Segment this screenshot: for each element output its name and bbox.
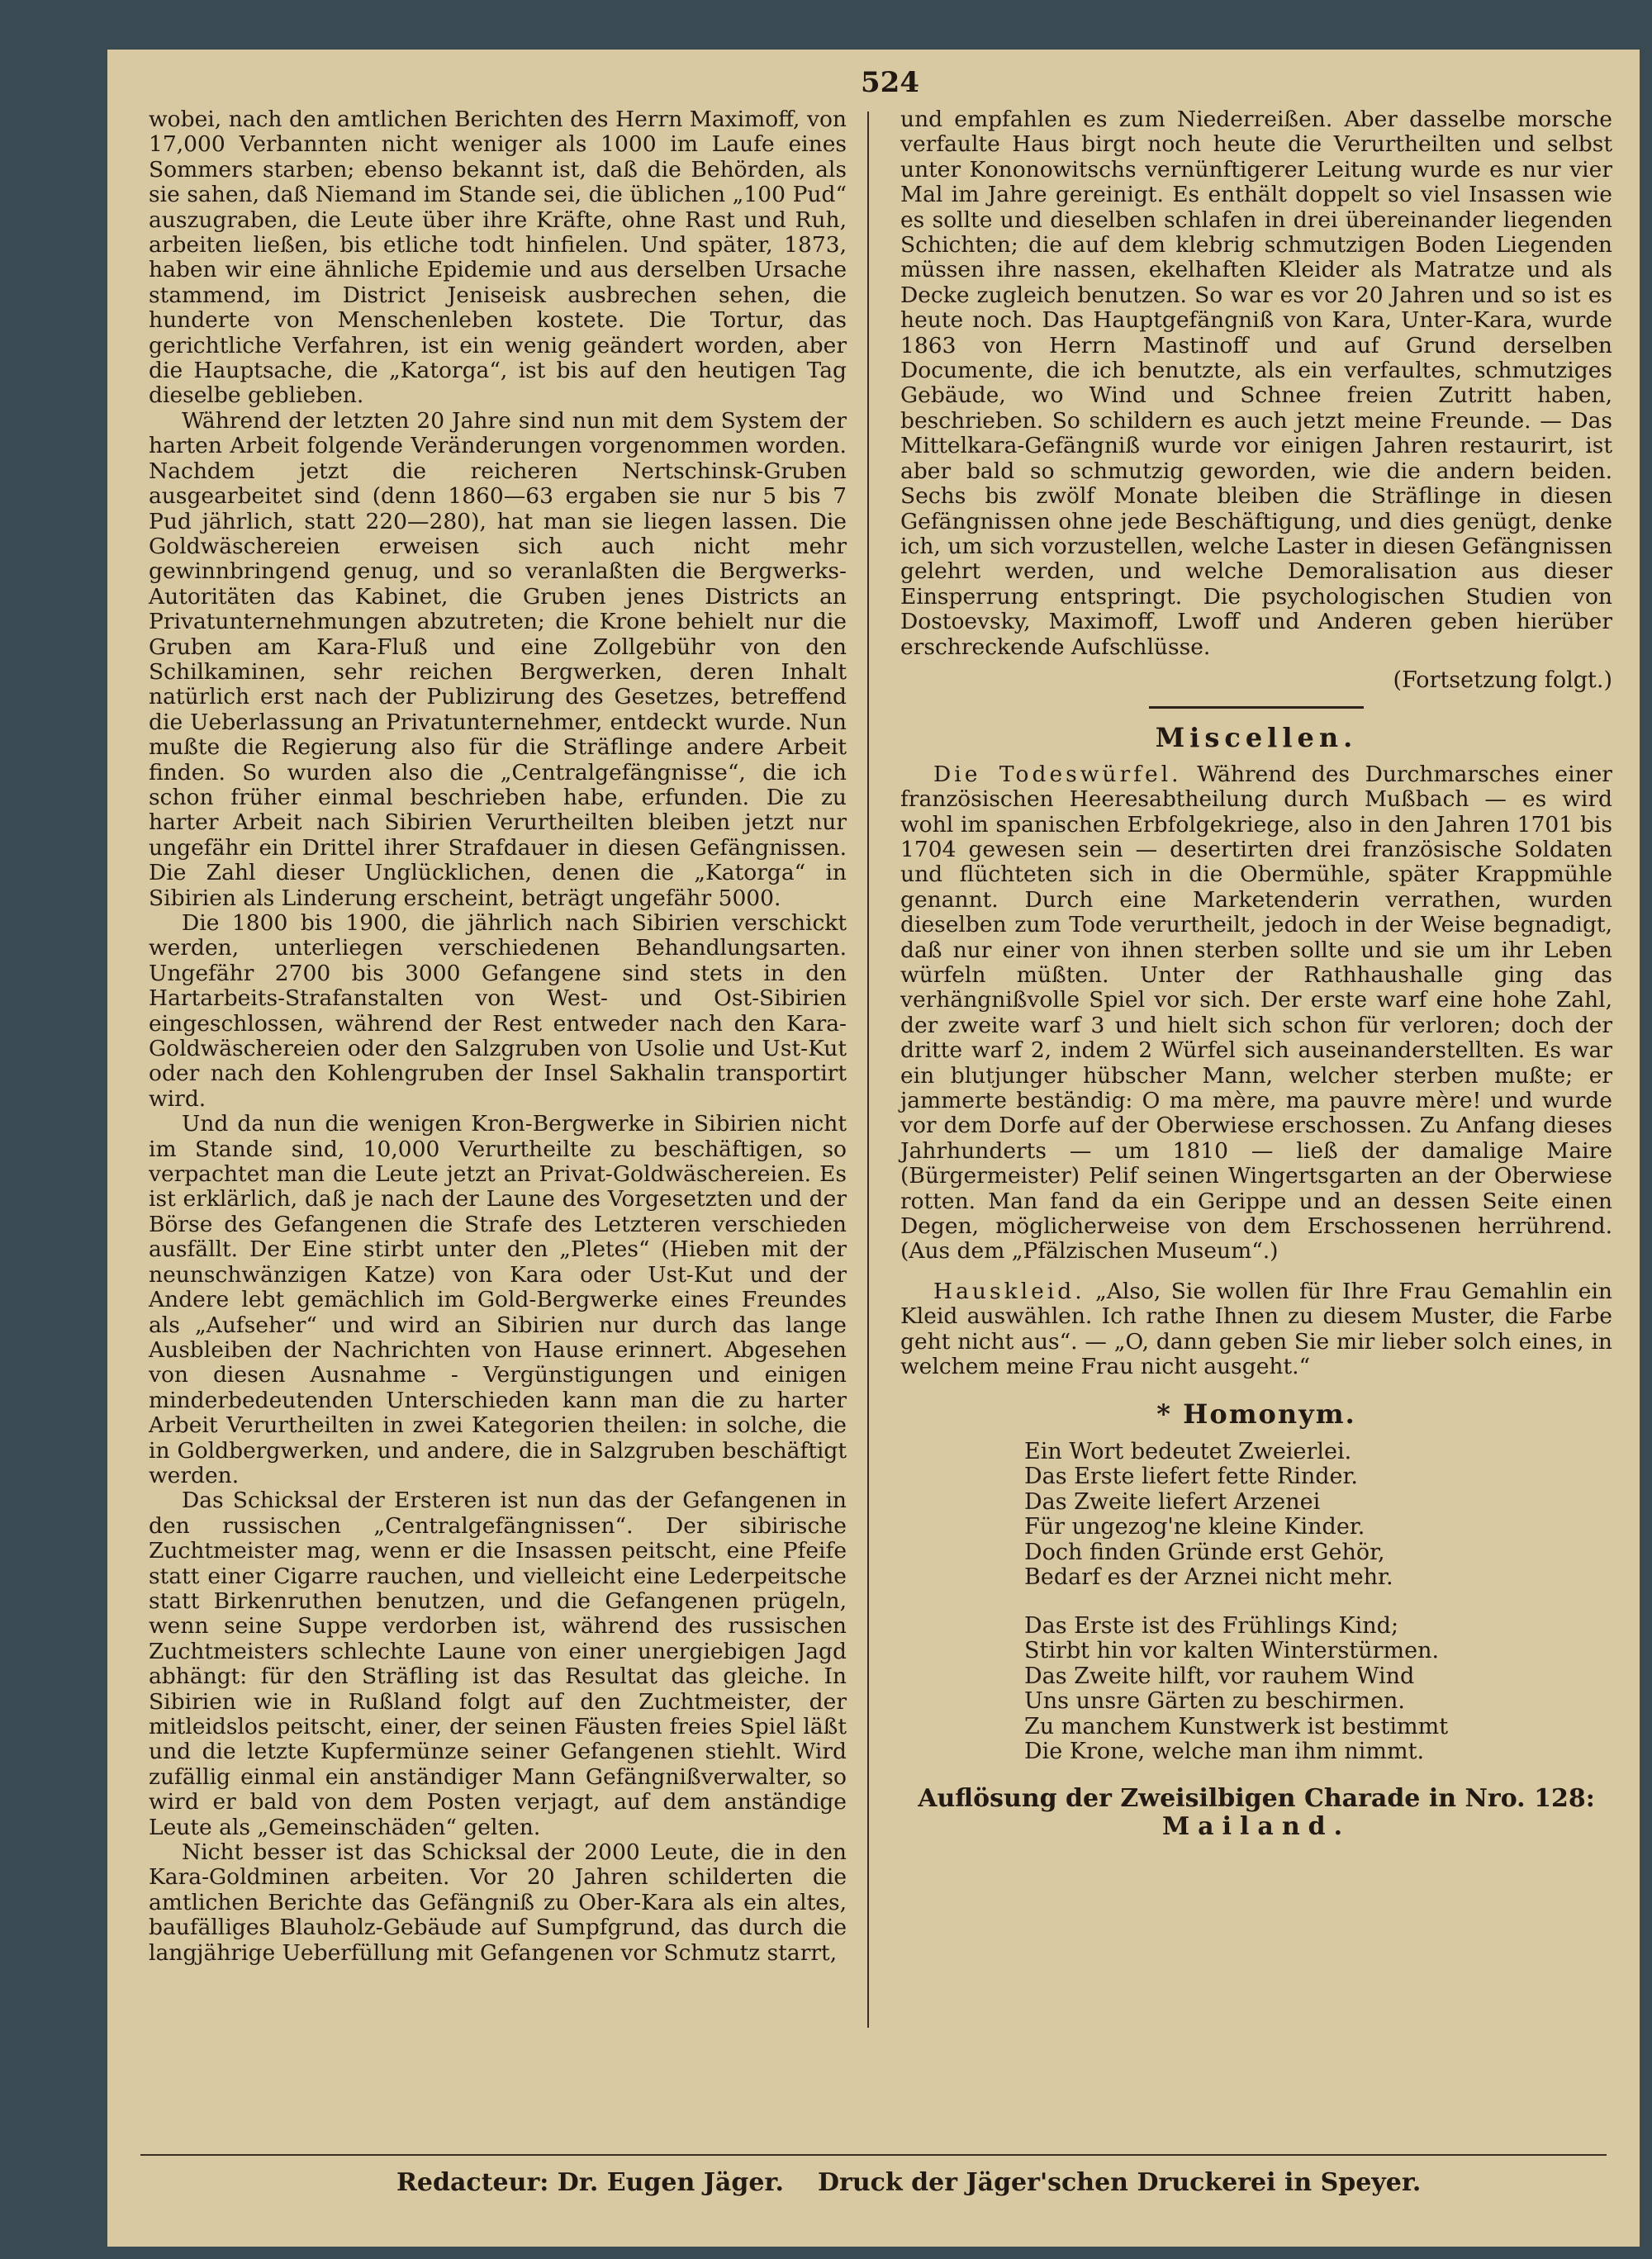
editor-line: Redacteur: Dr. Eugen Jäger. [396,2168,784,2197]
story-hauskleid [900,1279,1612,1380]
poem-title: * Homonym. [1156,1398,1356,1430]
paragraph: Nicht besser ist das Schicksal der 2000 Leute, die in den Kara-Goldminen arbeiten. Vor 20 Jahren schilderten die amtlichen Berichte das Gefängniß zu Ober-Kara als ein altes, baufälliges Blauholz-Gebäude auf Sumpfgrund, das durch die langjährige Ueberfüllung mit Gefangenen vor Schmutz starrt, [149,1839,847,1966]
solution-answer: Mailand. [1161,1811,1351,1841]
poem-line: Bedarf es der Arznei nicht mehr. [1024,1564,1393,1591]
left-column [149,107,847,2081]
column-divider [867,112,869,2028]
printer-line: Druck der Jäger'schen Druckerei in Speyer. [818,2168,1422,2197]
solution-title: Auflösung der Zweisilbigen Charade in Nro. 128: [918,1783,1595,1813]
charade-solution [900,1785,1612,1841]
footer-rule [140,2154,1607,2156]
story-title: Die Todeswürfel. [933,761,1182,787]
right-column [900,107,1612,2081]
poem-line: Doch finden Gründe erst Gehör, [1024,1539,1385,1565]
poem-line: Das Zweite liefert Arzenei [1024,1488,1321,1515]
paragraph: Und da nun die wenigen Kron-Bergwerke in Sibirien nicht im Stande sind, 10,000 Verurtheilte zu beschäftigen, so verpachtet man die Leute jetzt an Privat-Goldwäschereien. Es ist erklärlich, daß je nach der Laune des Vorgesetzten und der Börse des Gefangenen die Strafe des Letzteren verschieden ausfällt. Der Eine stirbt unter den „Pletes“ (Hieben mit der neunschwänzigen Katze) von Kara oder Ust-Kut und der Andere lebt gemächlich im Gold-Bergwerke eines Freundes als „Aufseher“ und wird an Sibirien nur durch das lange Ausbleiben der Nachrichten von Hause erinnert. Abgesehen von diesen Ausnahme - Vergünstigungen und einigen minderbedeutenden Unterschieden kann man die zu harter Arbeit Verurtheilten in zwei Kategorien theilen: in solche, die in Goldbergwerken, und andere, die in Salzgruben beschäftigt werden. [149,1111,847,1488]
poem-line: Die Krone, welche man ihm nimmt. [1024,1739,1425,1765]
poem-line: Für ungezog'ne kleine Kinder. [1024,1514,1365,1540]
paragraph: Das Schicksal der Ersteren ist nun das der Gefangenen in den russischen „Centralgefängnissen“. Der sibirische Zuchtmeister mag, wenn er die Insassen peitscht, eine Pfeife statt einer Cigarre rauchen, und vielleicht eine Lederpeitsche statt Birkenruthen benutzen, und die Gefangenen prügeln, wenn seine Suppe verdorben ist, während des russischen Zuchtmeisters schlechte Laune von einer unergiebigen Jagd abhängt: für den Sträfling ist das Resultat das gleiche. In Sibirien wie in Rußland folgt auf den Zuchtmeister, der mitleidslos peitscht, einer, der seinen Fäusten freies Spiel läßt und die letzte Kupfermünze seiner Gefangenen stiehlt. Wird zufällig einmal ein anständiger Mann Gefängnißverwalter, so wird er bald von dem Posten verjagt, auf dem anständige Leute als „Gemeinschäden“ gelten. [149,1488,847,1840]
story-text: Während des Durchmarsches einer französischen Heeresabtheilung durch Mußbach — es wird wohl im spanischen Erbfolgekriege, also in den Jahren 1701 bis 1704 gewesen sein — desertirten drei französische Soldaten und flüchteten sich in die Obermühle, später Krappmühle genannt. Durch eine Marketenderin verrathen, wurden dieselben zum Tode verurtheilt, jedoch in der Weise begnadigt, daß nur einer von ihnen sterben sollte und sie um ihr Leben würfeln müßten. Unter der Rathhaushalle ging das verhängnißvolle Spiel vor sich. Der erste warf eine hohe Zahl, der zweite warf 3 und hielt sich schon für verloren; doch der dritte warf 2, indem 2 Würfel sich auseinanderstellten. Es war ein blutjunger hübscher Mann, welcher sterben mußte; er jammerte beständig: O ma mère, ma pauvre mère! und wurde vor dem Dorfe auf der Oberwiese erschossen. Zu Anfang dieses Jahrhunderts — um 1810 — ließ der damalige Maire (Bürgermeister) Pelif seinen Wingertsgarten an der Oberwiese rotten. Man fand da ein Gerippe und an dessen Seite einen Degen, möglicherweise von dem Erschossenen herrührend. (Aus dem „Pfälzischen Museum“.) [900,761,1612,1265]
story-todeswuerfel [900,762,1612,1265]
poem-line: Das Erste ist des Frühlings Kind; [1024,1612,1399,1639]
paragraph: und empfahlen es zum Niederreißen. Aber dasselbe morsche verfaulte Haus birgt noch heute die Verurtheilten und selbst unter Kononowitschs vernünftigerer Leitung wurde es nur vier Mal im Jahre gereinigt. Es enthält doppelt so viel Insassen wie es sollte und dieselben schlafen in drei übereinander liegenden Schichten; die auf dem klebrig schmutzigen Boden Liegenden müssen ihre nassen, ekelhaften Kleider als Matratze und als Decke zugleich benutzen. So war es vor 20 Jahren und so ist es heute noch. Das Hauptgefängniß von Kara, Unter-Kara, wurde 1863 von Herrn Mastinoff und auf Grund derselben Documente, die ich benutzte, als ein verfaultes, schmutziges Gebäude, wo Wind und Schnee freien Zutritt haben, beschrieben. So schildern es auch jetzt meine Freunde. — Das Mittelkara-Gefängniß wurde vor einigen Jahren restaurirt, ist aber bald so schmutzig geworden, wie die andern beiden. Sechs bis zwölf Monate bleiben die Sträflinge in diesen Gefängnissen ohne jede Beschäftigung, und dies genügt, denke ich, um sich vorzustellen, welche Laster in diesen Gefängnissen gelehrt werden, und welche Demoralisation aus dieser Einsperrung entspringt. Die psychologischen Studien von Dostoevsky, Maximoff, Lwoff und Anderen geben hierüber erschreckende Aufschlüsse. [900,107,1612,660]
story-text: „Also, Sie wollen für Ihre Frau Gemahlin ein Kleid auswählen. Ich rathe Ihnen zu diesem Muster, die Farbe geht nicht aus“. — „O, dann geben Sie mir lieber solch eines, in welchem meine Frau nicht ausgeht.“ [900,1278,1612,1380]
page-number: 524 [861,66,919,99]
poem-line: Uns unsre Gärten zu beschirmen. [1024,1688,1405,1715]
paragraph: Die 1800 bis 1900, die jährlich nach Sibirien verschickt werden, unterliegen verschiedenen Behandlungsarten. Ungefähr 2700 bis 3000 Gefangene sind stets in den Hartarbeits-Strafanstalten von West- und Ost-Sibirien eingeschlossen, während der Rest entweder nach den Kara-Goldwäschereien oder den Salzgruben von Usolie und Ust-Kut oder nach den Kohlengruben der Insel Sakhalin transportirt wird. [149,910,847,1112]
poem-line: Das Erste liefert fette Rinder. [1024,1464,1358,1490]
section-rule [1149,706,1364,709]
poem-line: Ein Wort bedeutet Zweierlei. [1024,1438,1352,1464]
paragraph: wobei, nach den amtlichen Berichten des Herrn Maximoff, von 17,000 Verbannten nicht weniger als 1000 im Laufe eines Sommers starben; ebenso bekannt ist, daß die Behörden, als sie sahen, daß Niemand im Stande sei, die üblichen „100 Pud“ auszugraben, die Leute über ihre Kräfte, ohne Rast und Ruh, arbeiten ließen, bis etliche todt hinfielen. Und später, 1873, haben wir eine ähnliche Epidemie und aus derselben Ursache stammend, im District Jeniseisk ausbrechen sehen, die hunderte von Menschenleben kostete. Die Tortur, das gerichtliche Verfahren, ist ein wenig geändert worden, aber die Hauptsache, die „Katorga“, ist bis auf den heutigen Tag dieselbe geblieben. [149,107,847,409]
paragraph: Während der letzten 20 Jahre sind nun mit dem System der harten Arbeit folgende Veränderungen vorgenommen worden. Nachdem jetzt die reicheren Nertschinsk-Gruben ausgearbeitet sind (denn 1860—63 ergaben sie nur 5 bis 7 Pud jährlich, statt 220—280), hat man sie liegen lassen. Die Goldwäschereien erweisen sich auch nicht mehr gewinnbringend genug, und so veranlaßten die Bergwerks-Autoritäten das Kabinet, die Gruben jenes Districts an Privatunternehmungen abzutreten; die Krone behielt nur die Gruben am Kara-Fluß und eine Zollgebühr von den Schilkaminen, sehr reichen Bergwerken, deren Inhalt natürlich erst nach der Publizirung des Gesetzes, betreffend die Ueberlassung an Privatunternehmer, entdeckt wurde. Nun mußte die Regierung also für die Sträflinge andere Arbeit finden. So wurden also die „Centralgefängnisse“, die ich schon früher einmal beschrieben habe, erfunden. Die zu harter Arbeit nach Sibirien Verurtheilten bleiben jetzt nur ungefähr ein Drittel ihrer Strafdauer in diesen Gefängnissen. Die Zahl dieser Unglücklichen, denen die „Katorga“ in Sibirien als Linderung erscheint, beträgt ungefähr 5000. [149,407,847,911]
poem-line: Zu manchem Kunstwerk ist bestimmt [1024,1713,1449,1739]
poem-line: Das Zweite hilft, vor rauhem Wind [1024,1663,1415,1689]
poem-line: Stirbt hin vor kalten Winterstürmen. [1024,1638,1440,1664]
section-heading: Miscellen. [1155,722,1358,754]
newspaper-page [107,50,1640,2247]
poem [1024,1440,1612,1765]
story-title: Hauskleid. [933,1278,1085,1304]
continuation-note: (Fortsetzung folgt.) [1393,667,1612,693]
